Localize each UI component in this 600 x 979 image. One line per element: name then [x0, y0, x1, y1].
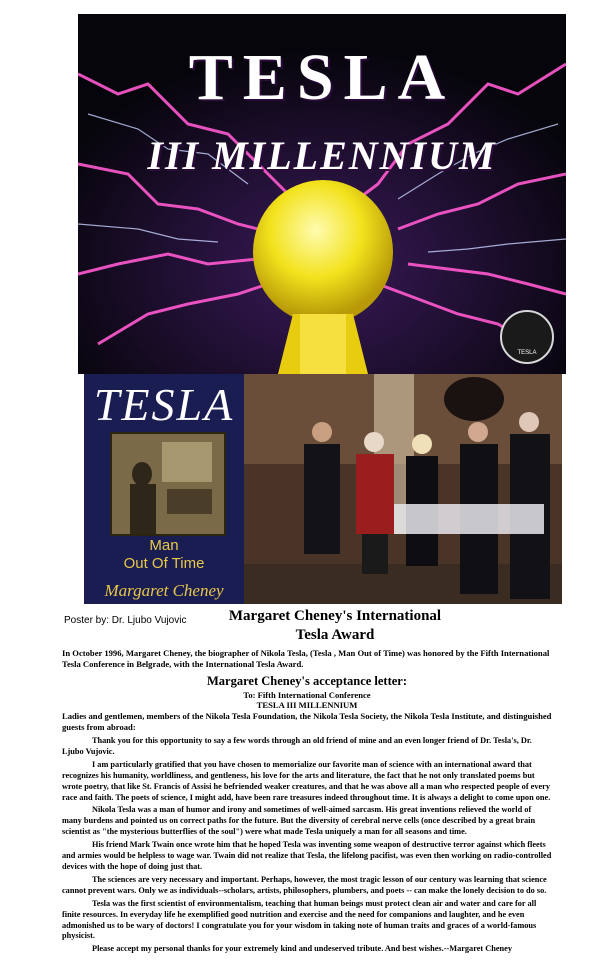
letter-recipient: To: Fifth International Conference — [243, 690, 371, 700]
intro-paragraph: In October 1996, Margaret Cheney, the biographer of Nikola Tesla, (Tesla , Man Out of Time) was honored by the Fifth International Tesla Conference in Belgrade, with the International Tesla Award. — [62, 648, 550, 669]
letter-paragraph: Tesla was the first scientist of environmentalism, teaching that human beings must protect clean air and water and care for all finite resources. In everyday life he exemplified good nutrition and exercise and the need for companions and laughter, and he even admonished us to be wary of doctors! I congratulate you for your wisdom in taking note of human traits and graces of a world-famous physicist. — [62, 898, 537, 941]
book-author: Margaret Cheney — [104, 581, 224, 600]
conference-seal-logo — [500, 310, 554, 364]
letter-paragraph: The sciences are very necessary and important. Perhaps, however, the most tragic lesson of our century was learning that science cannot prevent wars. Only we as individuals--scholars, artists, philosophers, plumbers, and poets -- can make the lonely decision to do so. — [62, 874, 547, 895]
letter-paragraph: I am particularly gratified that you have chosen to memorialize our favorite man of science with an international award that recognizes his humanity, worldliness, and gentleness, his love for the arts and literature, the fact that he not only translated poems but wrote poetry, that like St. Francis of Assisi he befriended weaker creatures, and that he was above all a man who respected people of every race and faith. The poets of science, I might add, have been rare treasures indeed throughout time. It is always a delight to come upon one. — [62, 759, 551, 802]
poster-title: TESLA — [188, 41, 456, 114]
letter-body — [62, 736, 552, 957]
tesla-millennium-poster — [78, 14, 566, 374]
book-cover — [84, 374, 244, 604]
poster-credit: Poster by: Dr. Ljubo Vujovic — [64, 615, 187, 626]
poster-subtitle: III MILLENNIUM — [147, 133, 497, 178]
book-title: TESLA — [93, 379, 235, 430]
letter-paragraph: His friend Mark Twain once wrote him that he hoped Tesla was inventing some weapon of destructive terror against which fleets and armies would be helpless to wage war. Twain did not realize that Tesla, the lifelong pacifist, was even then working on radio-controlled devices with the hope of doing just that. — [62, 840, 552, 871]
page-heading-line2: Tesla Award — [295, 627, 375, 643]
letter-salutation: Ladies and gentlemen, members of the Nikola Tesla Foundation, the Nikola Tesla Society, the Nikola Tesla Institute, and distinguished guests from abroad: — [62, 711, 552, 732]
book-cover-photo — [110, 432, 226, 536]
book-subtitle-line1: Man — [149, 537, 179, 554]
letter-heading: Margaret Cheney's acceptance letter: — [206, 674, 408, 688]
letter-paragraph: Please accept my personal thanks for your extremely kind and undeserved tribute. And best wishes.--Margaret Cheney — [92, 944, 512, 954]
page-heading-line1: Margaret Cheney's International — [228, 608, 442, 624]
letter-paragraph: Nikola Tesla was a man of humor and irony and sometimes of well-aimed sarcasm. His great inventions relieved the world of many burdens and pointed us on correct paths for the future. But the diversity of cerebral nerve cells (once described by a great brain scientist as "the mysterious butterflies of the soul") were what made Tesla uniquely a man for all seasons and time. — [62, 805, 536, 837]
letter-conference: TESLA III MILLENNIUM — [256, 700, 358, 710]
letter-paragraph: Thank you for this opportunity to say a few words through an old friend of mine and an even longer friend of Dr. Tesla's, Dr. Ljubo Vujovic. — [62, 736, 532, 756]
award-ceremony-photo — [244, 374, 562, 604]
book-subtitle-line2: Out Of Time — [123, 555, 205, 572]
seal-text: TESLA — [517, 350, 537, 356]
